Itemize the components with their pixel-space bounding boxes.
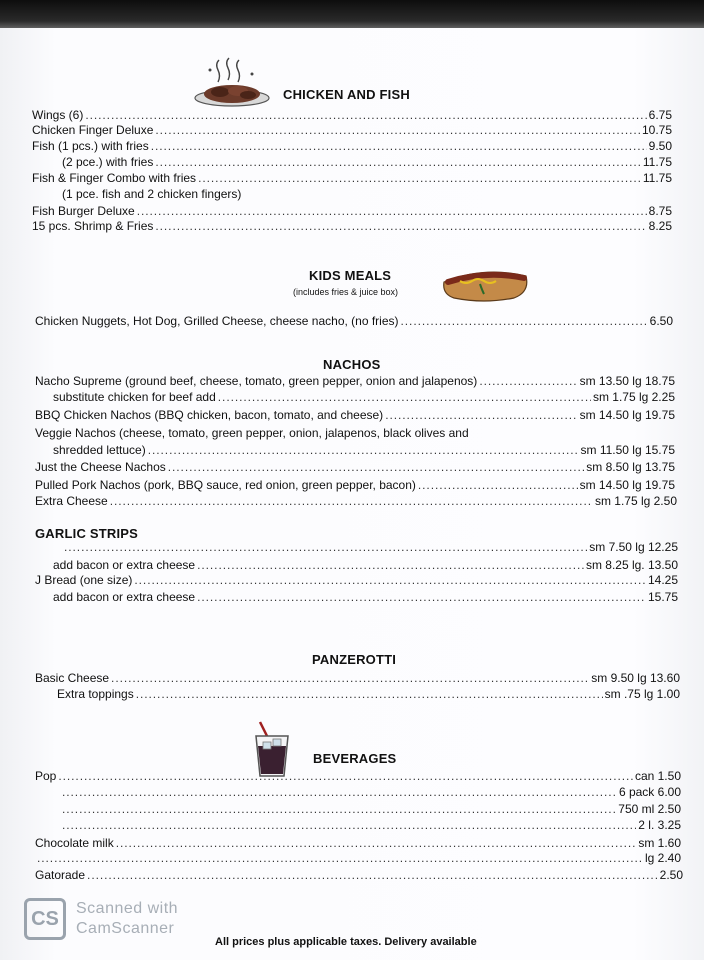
section-title-kids-meals: KIDS MEALS [309, 268, 392, 283]
item-price: sm 7.50 lg 12.25 [589, 540, 678, 554]
menu-item [62, 155, 672, 169]
item-name: Fish Burger Deluxe [32, 204, 135, 218]
menu-item [32, 108, 672, 122]
menu-item [32, 171, 672, 185]
item-price: 11.75 [642, 155, 672, 169]
section-title-nachos: NACHOS [323, 357, 381, 372]
item-name: Chicken Finger Deluxe [32, 123, 154, 137]
item-price: 750 ml 2.50 [618, 802, 681, 816]
menu-item [32, 219, 672, 233]
item-price: sm 8.50 lg 13.75 [586, 460, 675, 474]
watermark-line-2: CamScanner [76, 920, 175, 937]
item-price: sm 11.50 lg 15.75 [580, 443, 675, 457]
item-price: sm 9.50 lg 13.60 [591, 671, 680, 685]
menu-item [53, 390, 675, 404]
scan-top-shadow [0, 0, 704, 30]
menu-item [35, 374, 675, 388]
item-price: 6.75 [648, 108, 672, 122]
menu-item [60, 802, 681, 816]
item-price: 15.75 [647, 590, 678, 604]
menu-item [35, 314, 673, 328]
item-name: Chocolate milk [35, 836, 114, 850]
menu-item [35, 408, 675, 422]
wings-plate-icon [192, 56, 272, 108]
menu-item [60, 818, 681, 832]
item-name: Nacho Supreme (ground beef, cheese, tomato, green pepper, onion and jalapenos) [35, 374, 478, 388]
item-name: Just the Cheese Nachos [35, 460, 166, 474]
item-price: 6.50 [649, 314, 673, 328]
menu-item [35, 478, 675, 492]
item-name: BBQ Chicken Nachos (BBQ chicken, bacon, tomato, and cheese) [35, 408, 384, 422]
menu-item [32, 139, 672, 153]
menu-item [32, 123, 672, 137]
item-name: Veggie Nachos (cheese, tomato, green pepper, onion, jalapenos, black olives and [35, 426, 469, 440]
item-name: shredded lettuce) [53, 443, 146, 457]
item-name: Fish & Finger Combo with fries [32, 171, 197, 185]
item-name: add bacon or extra cheese [53, 590, 196, 604]
menu-item [35, 671, 680, 685]
item-price: lg 2.40 [644, 851, 681, 865]
item-price: 14.25 [647, 573, 678, 587]
section-title-beverages: BEVERAGES [313, 751, 397, 766]
section-subtitle-kids-meals: (includes fries & juice box) [293, 287, 399, 297]
section-title-garlic-strips: GARLIC STRIPS [35, 526, 138, 541]
menu-item [35, 851, 681, 865]
item-price: 2.50 [659, 868, 683, 882]
item-name: Extra toppings [57, 687, 134, 701]
item-name: Gatorade [35, 868, 86, 882]
menu-item [35, 460, 675, 474]
item-name: 15 pcs. Shrimp & Fries [32, 219, 154, 233]
item-name: Extra Cheese [35, 494, 108, 508]
menu-item [60, 785, 681, 799]
menu-item [35, 868, 683, 882]
section-title-panzerotti: PANZEROTTI [312, 652, 397, 667]
menu-item [35, 769, 681, 783]
hotdog-icon [440, 268, 530, 304]
item-price: sm 14.50 lg 19.75 [579, 478, 675, 492]
item-price: sm 13.50 lg 18.75 [579, 374, 675, 388]
item-name: Wings (6) [32, 108, 84, 122]
menu-item [32, 204, 672, 218]
menu-item [53, 590, 678, 604]
item-price: 8.75 [648, 204, 672, 218]
menu-item [53, 558, 678, 572]
item-price: 8.25 [648, 219, 672, 233]
item-price: 11.75 [642, 171, 672, 185]
menu-item [57, 687, 680, 701]
item-price: sm 8.25 lg. 13.50 [585, 558, 678, 572]
item-name: Chicken Nuggets, Hot Dog, Grilled Cheese, cheese nacho, (no fries) [35, 314, 399, 328]
camscanner-logo-icon: CS [24, 898, 66, 940]
item-name: Pulled Pork Nachos (pork, BBQ sauce, red onion, green pepper, bacon) [35, 478, 416, 492]
item-note: (1 pce. fish and 2 chicken fingers) [62, 187, 242, 201]
item-name: substitute chicken for beef add [53, 390, 216, 404]
item-price: 9.50 [648, 139, 672, 153]
item-name: add bacon or extra cheese [53, 558, 196, 572]
footer-note: All prices plus applicable taxes. Delivery available [215, 936, 477, 948]
item-price: sm 1.75 lg 2.25 [592, 390, 675, 404]
menu-item [35, 494, 677, 508]
item-name: J Bread (one size) [35, 573, 133, 587]
item-name: Basic Cheese [35, 671, 110, 685]
camscanner-watermark [24, 898, 178, 940]
item-price: sm .75 lg 1.00 [604, 687, 680, 701]
item-price: sm 1.75 lg 2.50 [594, 494, 677, 508]
watermark-line-1: Scanned with [76, 900, 179, 917]
item-name: Fish (1 pcs.) with fries [32, 139, 149, 153]
item-price: 2 l. 3.25 [638, 818, 681, 832]
item-price: can 1.50 [634, 769, 681, 783]
section-title-chicken-fish: CHICKEN AND FISH [283, 87, 410, 102]
item-price: 10.75 [641, 123, 672, 137]
item-price: sm 1.60 [638, 836, 681, 850]
item-price: sm 14.50 lg 19.75 [579, 408, 675, 422]
menu-item [35, 836, 681, 850]
camscanner-text [76, 899, 178, 939]
item-price: 6 pack 6.00 [618, 785, 681, 799]
item-name: Pop [35, 769, 57, 783]
menu-item [35, 573, 678, 587]
item-name: (2 pce.) with fries [62, 155, 154, 169]
menu-item [53, 443, 675, 457]
menu-item [62, 540, 678, 554]
